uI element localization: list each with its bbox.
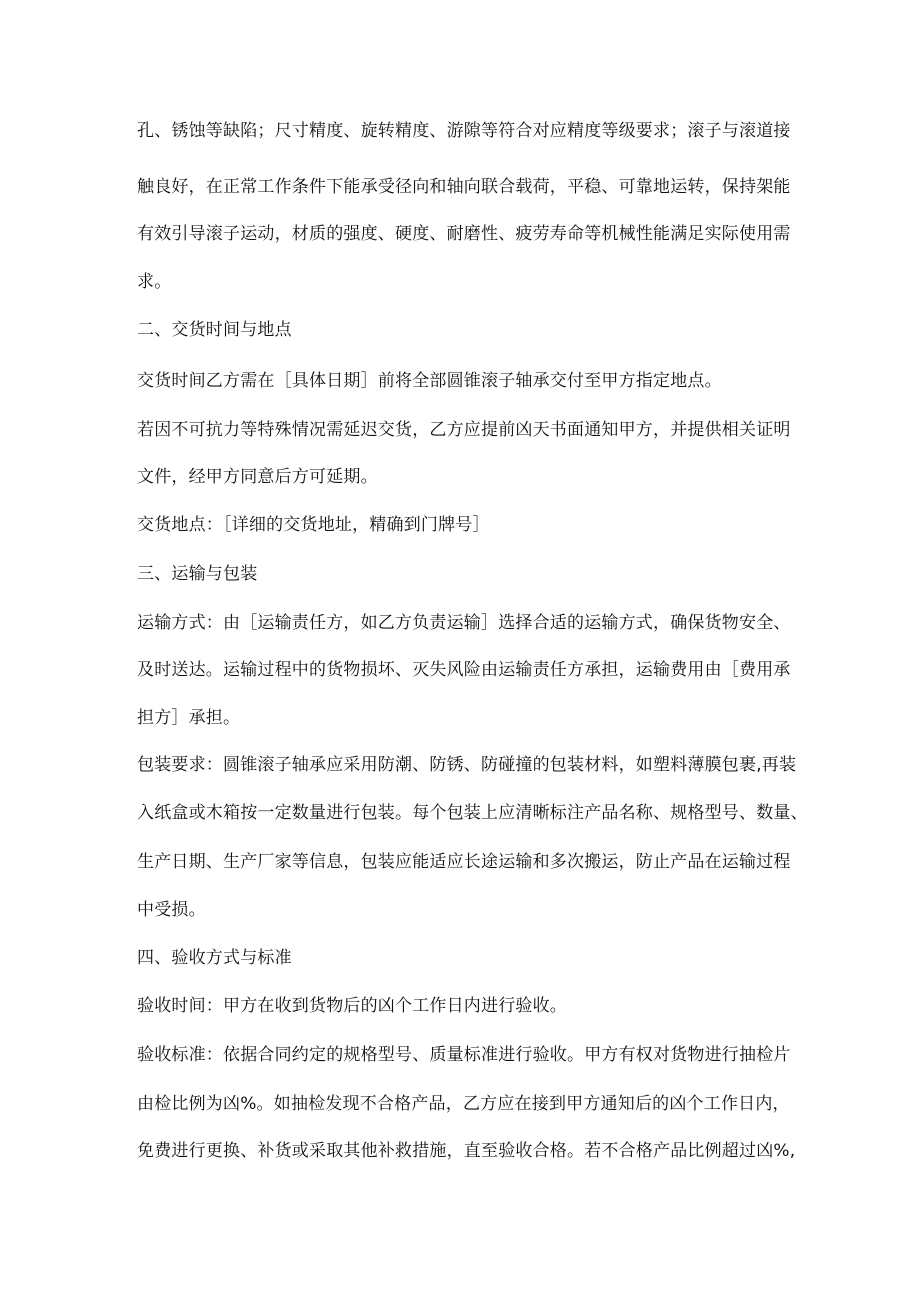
section-heading-transport: 三、运输与包装 — [137, 564, 258, 584]
section-heading-acceptance: 四、验收方式与标准 — [137, 948, 292, 968]
paragraph-line: 免费进行更换、补货或采取其他补救措施，直至验收合格。若不合格产品比例超过凶%, — [137, 1141, 796, 1161]
paragraph-line: 交货地点：［详细的交货地址，精确到门牌号］ — [137, 515, 490, 535]
paragraph-line: 运输方式：由［运输责任方，如乙方负责运输］选择合适的运输方式，确保货物安全、 — [137, 613, 791, 633]
paragraph-line: 孔、锈蚀等缺陷；尺寸精度、旋转精度、游隙等符合对应精度等级要求；滚子与滚道接 — [137, 121, 791, 141]
paragraph-line: 生产日期、生产厂家等信息，包装应能适应长途运输和多次搬运，防止产品在运输过程 — [137, 852, 791, 872]
paragraph-line: 触良好，在正常工作条件下能承受径向和轴向联合载荷，平稳、可靠地运转，保持架能 — [137, 177, 791, 197]
paragraph-line: 由检比例为凶%。如抽检发现不合格产品，乙方应在接到甲方通知后的凶个工作日内， — [137, 1094, 790, 1114]
paragraph-line: 包装要求：圆锥滚子轴承应采用防潮、防锈、防碰撞的包装材料，如塑料薄膜包裹,再装 — [137, 755, 797, 775]
paragraph-line: 验收标准：依据合同约定的规格型号、质量标准进行验收。甲方有权对货物进行抽检片 — [137, 1045, 791, 1065]
paragraph-line: 若因不可抗力等特殊情况需延迟交货，乙方应提前凶天书面通知甲方，并提供相关证明 — [137, 420, 791, 440]
paragraph-line: 有效引导滚子运动，材质的强度、硬度、耐磨性、疲劳寿命等机械性能满足实际使用需 — [137, 224, 791, 244]
paragraph-line: 验收时间：甲方在收到货物后的凶个工作日内进行验收。 — [137, 996, 567, 1016]
paragraph-line: 担方］承担。 — [137, 708, 241, 728]
paragraph-line: 文件，经甲方同意后方可延期。 — [137, 467, 378, 487]
section-heading-delivery: 二、交货时间与地点 — [137, 320, 292, 340]
paragraph-line: 求。 — [137, 272, 172, 292]
paragraph-line: 及时送达。运输过程中的货物损坏、灭失风险由运输责任方承担，运输费用由［费用承 — [137, 660, 791, 680]
paragraph-line: 中受损。 — [137, 900, 206, 920]
paragraph-line: 交货时间乙方需在［具体日期］前将全部圆锥滚子轴承交付至甲方指定地点。 — [137, 371, 722, 391]
paragraph-line: 入纸盒或木箱按一定数量进行包装。每个包装上应清晰标注产品名称、规格型号、数量、 — [137, 803, 808, 823]
